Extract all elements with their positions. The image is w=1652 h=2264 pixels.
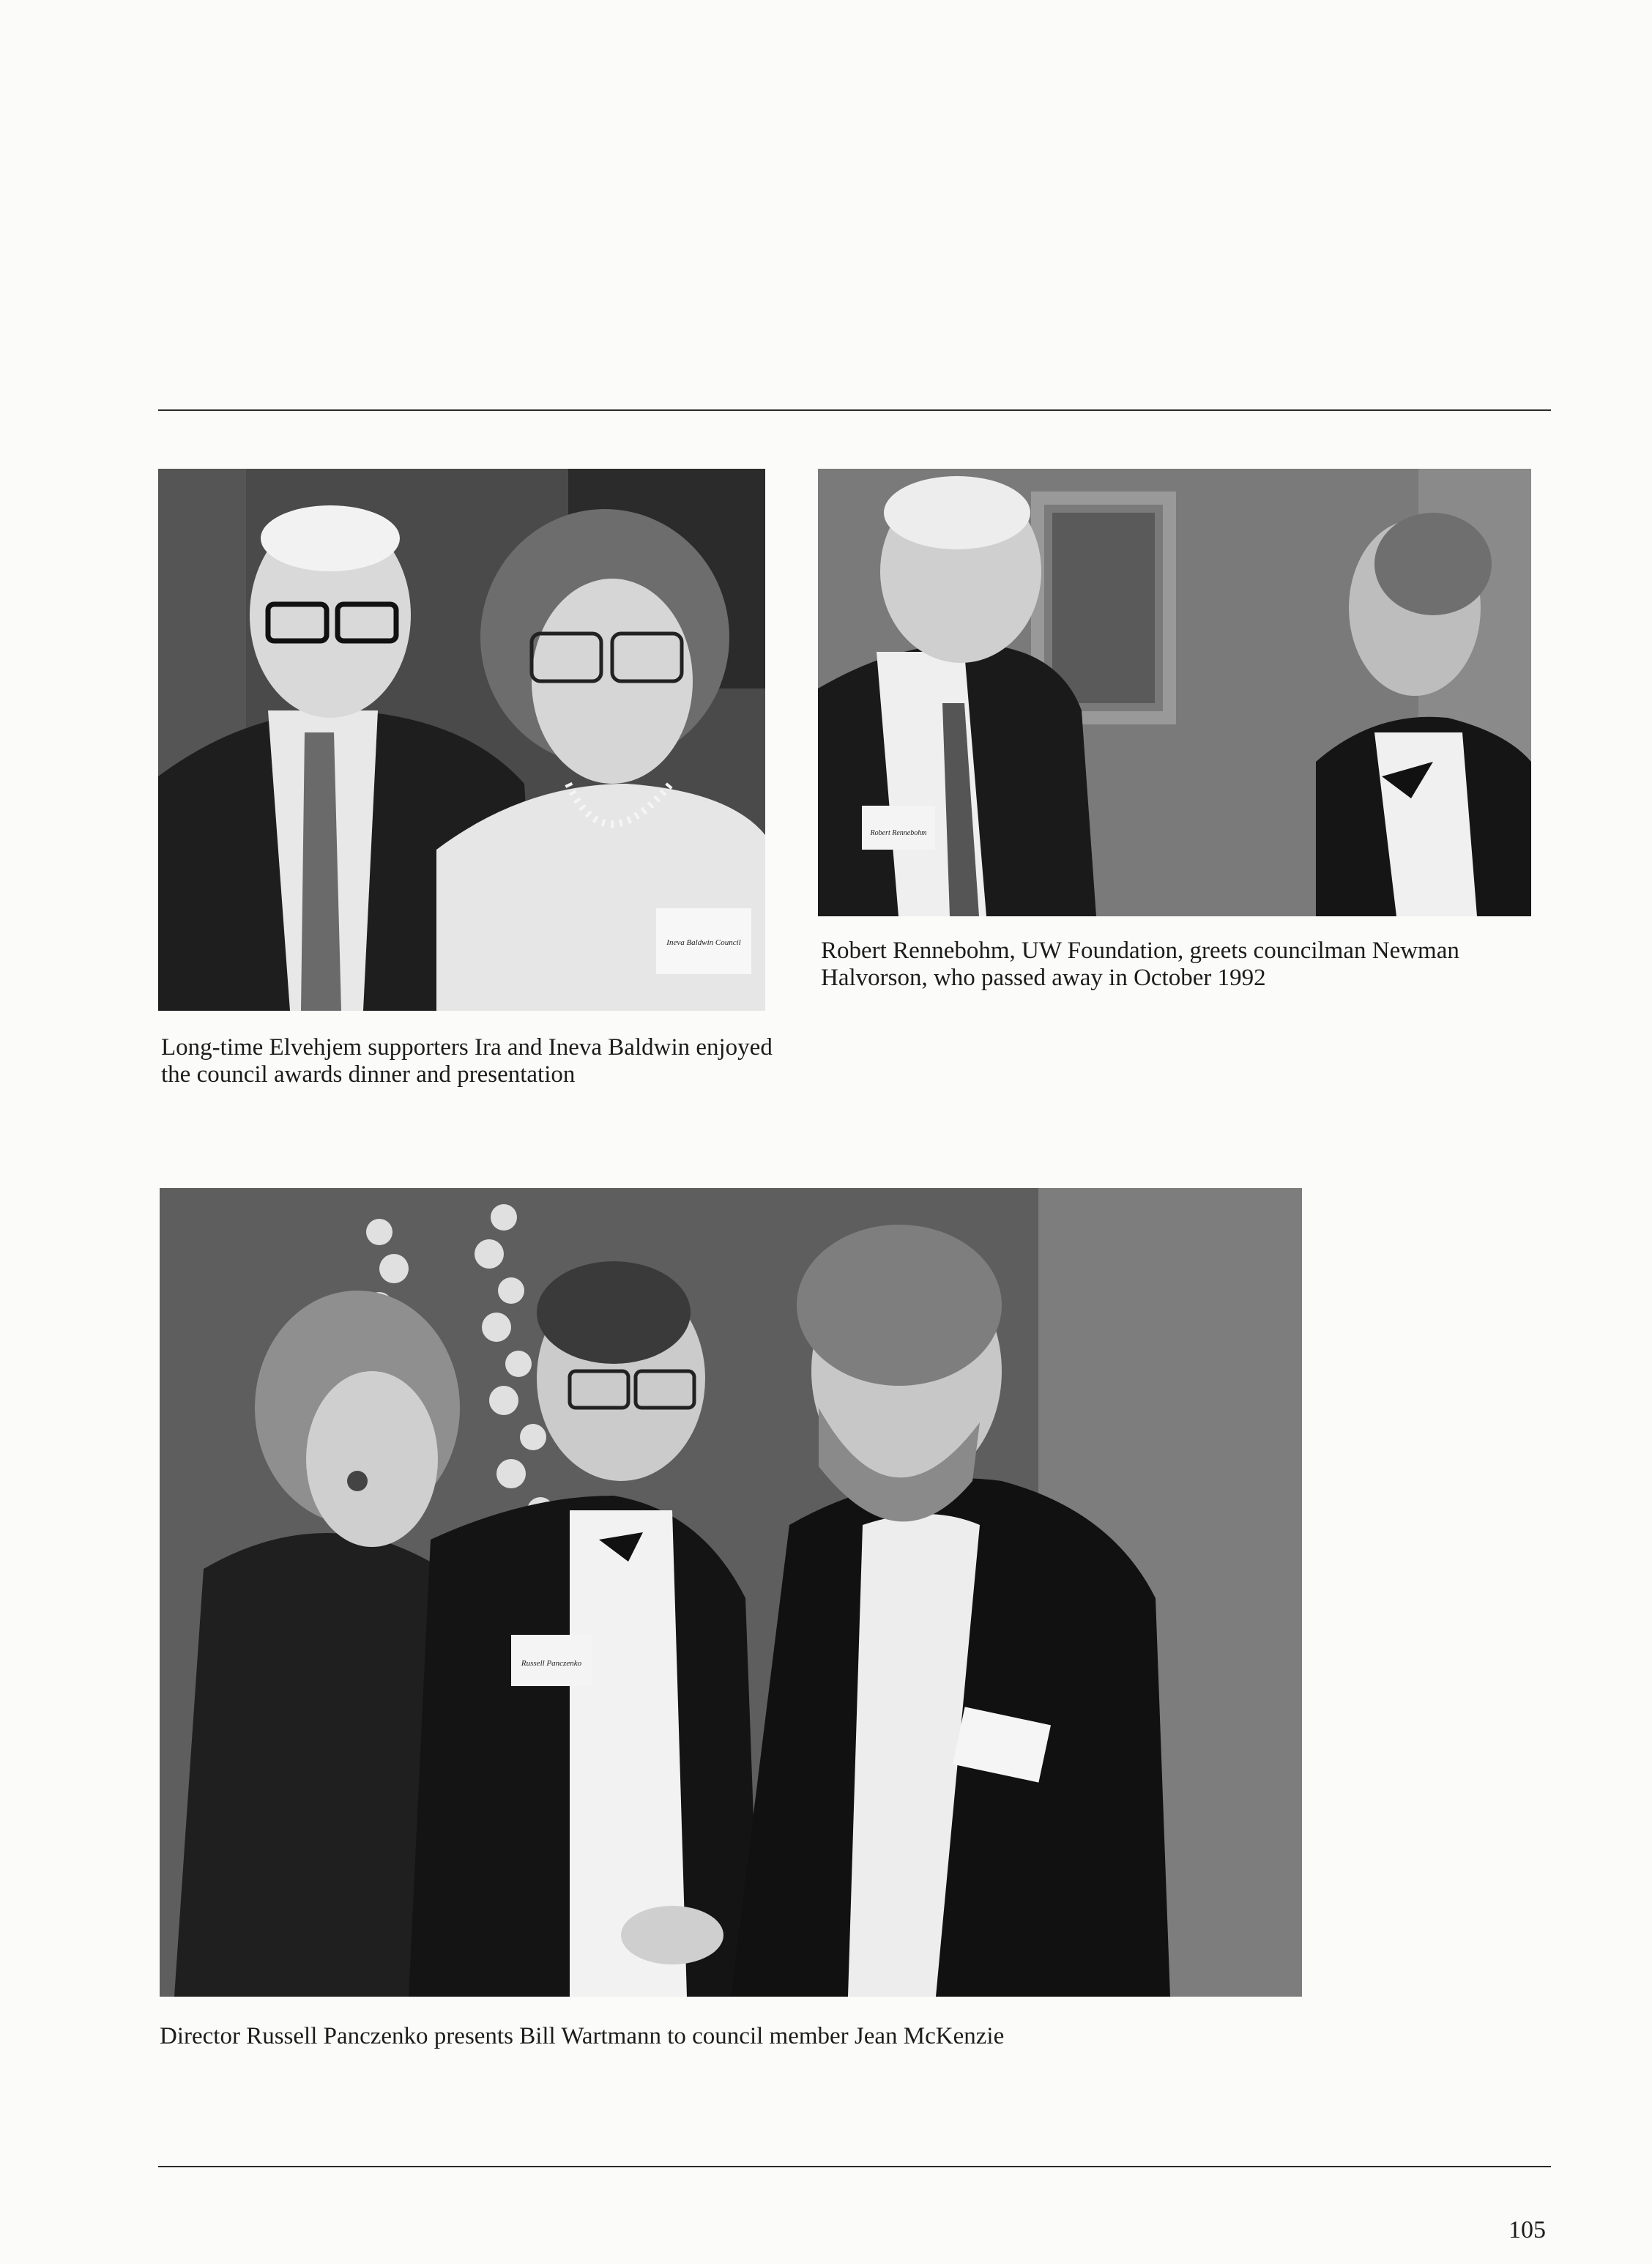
top-rule [158, 409, 1551, 411]
name-tag-text: Robert Rennebohm [870, 829, 927, 837]
photo-caption: Robert Rennebohm, UW Foundation, greets councilman Newman Halvorson, who passed away in October 1992 [821, 938, 1459, 991]
page-number: 105 [1508, 2216, 1546, 2243]
photo-caption: Long-time Elvehjem supporters Ira and Ineva Baldwin enjoyed the council awards dinner and presentation [161, 1034, 773, 1088]
photo-rennebohm-halvorson [818, 469, 1531, 916]
photo-ira-ineva-baldwin [158, 469, 765, 1011]
name-tag-text: Ineva Baldwin Council [666, 938, 741, 947]
photo-panczenko-wartmann-mckenzie [160, 1188, 1302, 1997]
photo-caption: Director Russell Panczenko presents Bill Wartmann to council member Jean McKenzie [160, 2023, 1005, 2049]
bottom-rule [158, 2166, 1551, 2167]
name-tag-text: Russell Panczenko [521, 1659, 582, 1668]
